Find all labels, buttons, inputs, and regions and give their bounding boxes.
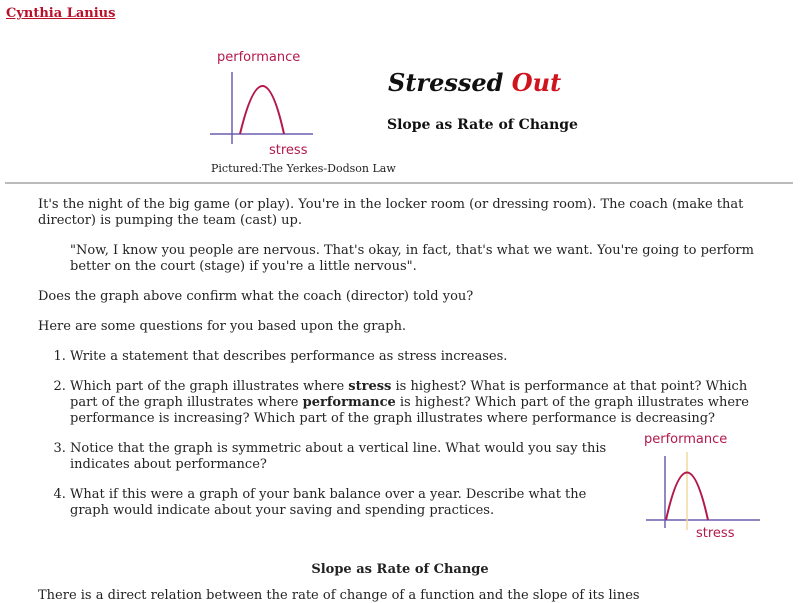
page-title: Stressed Out: [388, 68, 562, 97]
coach-quote: "Now, I know you people are nervous. That's okay, in fact, that's what we want. You're going to perform better on the court (stage) if you're a little nervous".: [70, 243, 754, 274]
list-item: 3. Notice that the graph is symmetric about a vertical line. What would you say this indicates about performance?: [70, 441, 610, 473]
section-heading: Slope as Rate of Change: [311, 562, 489, 577]
divider: [5, 182, 793, 184]
list-item: 2. Which part of the graph illustrates where stress is highest? What is performance at that point? Which part of the graph illustrates where performance is highest? Which part of the graph illustrates where performance is increasing? Which part of the graph illustrates where performance is decreasing?: [70, 379, 758, 427]
y-axis-label: performance: [644, 432, 728, 447]
symmetric-figure: [640, 430, 770, 545]
lead-paragraph: Here are some questions for you based upon the graph.: [38, 319, 407, 334]
x-axis-label: stress: [696, 526, 735, 541]
section-paragraph: There is a direct relation between the rate of change of a function and the slope of its lines: [38, 588, 640, 603]
title-accent: Out: [511, 68, 562, 97]
y-axis-label: performance: [217, 50, 301, 65]
parabola-graph-icon: [205, 68, 325, 148]
list-item: 1. Write a statement that describes performance as stress increases.: [70, 349, 758, 365]
x-axis-label: stress: [269, 143, 308, 158]
parabola-symmetry-icon: [640, 450, 770, 530]
question-paragraph: Does the graph above confirm what the coach (director) told you?: [38, 289, 474, 304]
author-link[interactable]: Cynthia Lanius: [6, 6, 116, 21]
figure-caption: Pictured:The Yerkes-Dodson Law: [211, 162, 396, 175]
list-item: 4. What if this were a graph of your bank balance over a year. Describe what the graph would indicate about your saving and spending practices.: [70, 487, 610, 519]
intro-paragraph: It's the night of the big game (or play). You're in the locker room (or dressing room). The coach (make that director) is pumping the team (cast) up.: [38, 197, 744, 228]
page-subtitle: Slope as Rate of Change: [387, 117, 578, 133]
yerkes-dodson-figure: [205, 48, 396, 178]
